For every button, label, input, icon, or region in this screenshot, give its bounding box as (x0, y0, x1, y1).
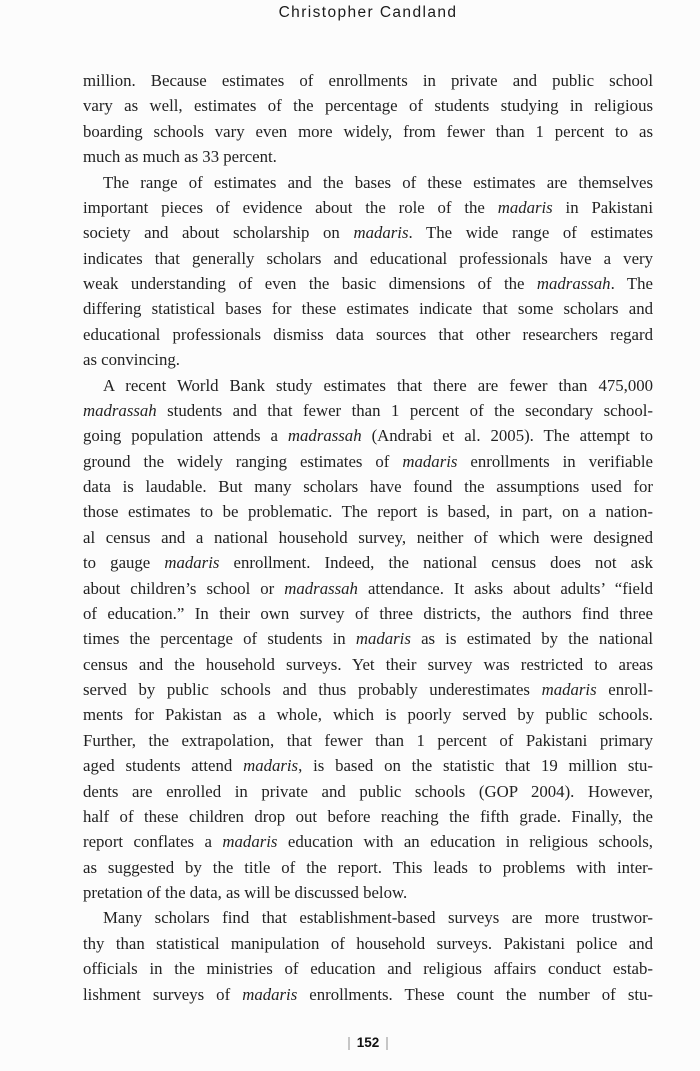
text-segment: enrollment. Indeed, the national census does not ask (219, 553, 653, 573)
italic-term: madaris (355, 629, 411, 649)
text-line (83, 652, 653, 677)
text-line (83, 322, 653, 347)
paragraph (83, 905, 653, 1007)
text-segment: going population attends a (83, 426, 288, 446)
footer-left-bar: | (347, 1035, 351, 1050)
text-segment: society and about scholarship on (83, 223, 354, 243)
text-segment: those estimates to be problematic. The report is based, in part, on a nation- (83, 502, 653, 522)
italic-term: madrassah (287, 426, 362, 446)
text-segment: enrollments in verifiable (457, 451, 653, 471)
text-segment: . The (610, 274, 653, 293)
text-segment: ground the widely ranging estimates of (83, 451, 403, 471)
text-segment: as convincing. (83, 350, 180, 370)
text-line (83, 576, 653, 601)
text-line (83, 829, 653, 854)
text-segment: officials in the ministries of education and religious affairs conduct estab- (83, 959, 653, 979)
text-line (83, 195, 653, 220)
text-segment: times the percentage of students in (83, 629, 356, 649)
italic-term: madaris (353, 223, 409, 243)
text-line (83, 499, 653, 524)
text-segment: enrollments. These count the number of stu- (297, 984, 653, 1004)
text-segment: in Pakistani (552, 197, 653, 217)
italic-term: madaris (164, 553, 220, 573)
text-line (83, 880, 653, 905)
paragraph (83, 68, 653, 170)
text-line (83, 728, 653, 753)
text-line (83, 626, 653, 651)
text-line (83, 296, 653, 321)
text-segment: of education.” In their own survey of three districts, the authors find three (83, 603, 653, 623)
text-line (83, 119, 653, 144)
italic-term: madrassah (536, 274, 611, 293)
text-line (83, 93, 653, 118)
text-line (83, 220, 653, 245)
text-segment: . The wide range of estimates (408, 223, 653, 243)
text-segment: pretation of the data, as will be discussed below. (83, 883, 408, 902)
text-line (83, 855, 653, 880)
text-line (83, 779, 653, 804)
text-segment: vary as well, estimates of the percentage of students studying in religious (83, 96, 653, 116)
text-segment: students and that fewer than 1 percent of the secondary school- (156, 400, 653, 420)
text-segment: served by public schools and thus probably underestimates (83, 680, 542, 699)
text-line (83, 398, 653, 423)
text-segment: educational professionals dismiss data sources that other researchers regard (83, 324, 653, 344)
text-line (83, 449, 653, 474)
italic-term: madrassah (83, 400, 157, 420)
text-segment: indicates that generally scholars and educational professionals have a very (83, 248, 653, 268)
text-line (83, 423, 653, 448)
text-segment: thy than statistical manipulation of household surveys. Pakistani police and (83, 933, 653, 953)
text-line (83, 677, 653, 702)
text-segment: A recent World Bank study estimates that there are fewer than 475,000 (103, 375, 653, 395)
text-segment: Further, the extrapolation, that fewer than 1 percent of Pakistani primary (83, 730, 653, 750)
italic-term: madaris (541, 680, 597, 699)
text-segment: weak understanding of even the basic dimensions of the (83, 274, 537, 293)
text-segment: differing statistical bases for these estimates indicate that some scholars and (83, 299, 653, 319)
text-segment: to gauge (83, 553, 165, 573)
text-line (83, 702, 653, 727)
italic-term: madrassah (284, 578, 358, 598)
paragraph (83, 170, 653, 373)
running-head: Christopher Candland (278, 4, 458, 21)
text-segment: much as much as 33 percent. (83, 147, 277, 167)
text-line (83, 601, 653, 626)
text-segment: , is based on the statistic that 19 million stu- (298, 756, 653, 776)
text-line (83, 144, 653, 169)
paragraph (83, 373, 653, 906)
text-segment: boarding schools vary even more widely, from fewer than 1 percent to as (83, 121, 653, 141)
italic-term: madaris (402, 451, 458, 471)
text-segment: census and the household surveys. Yet their survey was restricted to areas (83, 654, 653, 674)
text-line (83, 170, 653, 195)
text-line (83, 474, 653, 499)
italic-term: madaris (242, 984, 298, 1004)
text-segment: important pieces of evidence about the role of the (83, 197, 498, 217)
footer-right-bar: | (385, 1035, 389, 1050)
text-segment: lishment surveys of (83, 984, 243, 1004)
text-segment: data is laudable. But many scholars have found the assumptions used for (83, 477, 653, 496)
text-line (83, 271, 653, 296)
italic-term: madaris (222, 832, 278, 852)
text-segment: attendance. It asks about adults’ “field (357, 578, 653, 598)
text-segment: Many scholars find that establishment-based surveys are more trustwor- (103, 908, 653, 928)
text-line (83, 931, 653, 956)
text-segment: about children’s school or (83, 578, 285, 598)
text-line (83, 525, 653, 550)
text-segment: (Andrabi et al. 2005). The attempt to (361, 426, 653, 446)
text-segment: The range of estimates and the bases of these estimates are themselves (103, 172, 653, 192)
page-number-footer (83, 1034, 653, 1052)
text-line (83, 804, 653, 829)
text-line (83, 347, 653, 372)
text-segment: as is estimated by the national (410, 629, 653, 649)
text-segment: enroll- (596, 680, 653, 699)
text-segment: aged students attend (83, 756, 244, 776)
text-segment: report conflates a (83, 832, 223, 852)
page-number: 152 (356, 1035, 380, 1050)
text-line (83, 550, 653, 575)
italic-term: madaris (497, 197, 553, 217)
text-segment: dents are enrolled in private and public schools (GOP 2004). However, (83, 781, 653, 801)
text-segment: half of these children drop out before reaching the fifth grade. Finally, the (83, 806, 653, 826)
text-line (83, 68, 653, 93)
text-line (83, 956, 653, 981)
text-segment: education with an education in religious schools, (277, 832, 653, 852)
italic-term: madaris (243, 756, 299, 776)
text-segment: al census and a national household survey, neither of which were designed (83, 527, 653, 547)
text-line (83, 373, 653, 398)
text-line (83, 753, 653, 778)
text-line (83, 246, 653, 271)
text-line (83, 982, 653, 1007)
text-line (83, 905, 653, 930)
text-segment: million. Because estimates of enrollments in private and public school (83, 71, 653, 90)
text-segment: as suggested by the title of the report. This leads to problems with inter- (83, 857, 653, 877)
text-segment: ments for Pakistan as a whole, which is poorly served by public schools. (83, 705, 653, 725)
body-text (83, 68, 653, 1007)
